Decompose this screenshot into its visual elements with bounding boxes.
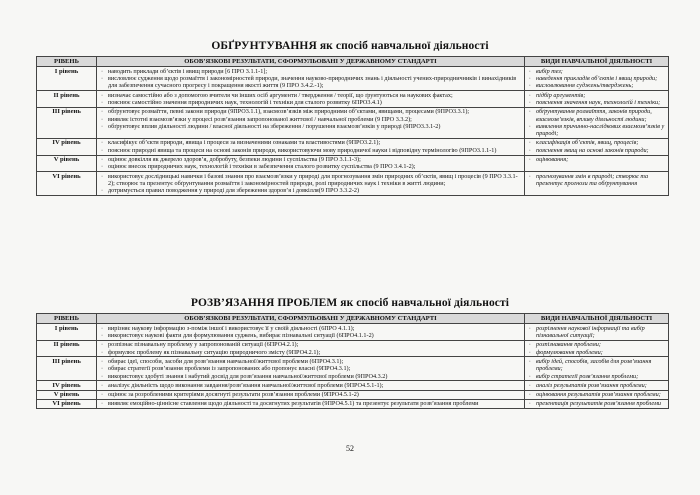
problem-solving-table xyxy=(36,313,669,409)
table-row xyxy=(37,172,669,196)
level-cell: І рівень xyxy=(37,67,97,91)
level-cell: IV рівень xyxy=(37,381,97,390)
result-item: · оцінює довкілля як джерело здоров’я, добробуту, безпеки людини і суспільства (9 ПРО 3.1.1-3); xyxy=(100,156,521,163)
level-cell: V рівень xyxy=(37,390,97,399)
result-item: · використовує здобуті знання і набутий досвід для розв’язання навчальної/життєвої проблеми (9ПРО4.3.2) xyxy=(100,373,521,380)
table-row xyxy=(37,91,669,108)
activity-types-cell xyxy=(525,91,669,108)
results-cell xyxy=(97,340,525,357)
table-row xyxy=(37,107,669,138)
section-title-justification: ОБҐРУНТУВАННЯ як спосіб навчальної діяльності xyxy=(211,40,489,52)
result-item: · формулює проблему як пізнавальну ситуацію природничого змісту (9ПРО4.2.1); xyxy=(100,349,521,356)
activity-type-item: · пояснення явищ на основі законів природи; xyxy=(528,147,665,154)
level-cell: ІІ рівень xyxy=(37,91,97,108)
result-item: · обирає стратегії розв’язання проблеми із запропонованих або пропонує власні (9ПРО4.3.1); xyxy=(100,365,521,372)
level-cell: VІ рівень xyxy=(37,172,97,196)
activity-type-item: · оцінювання; xyxy=(528,156,665,163)
header-level: РІВЕНЬ xyxy=(37,314,97,324)
activity-type-item: · виявлення причинно-наслідкових взаємозв’язків у природі; xyxy=(528,123,665,138)
result-item: · класифікує об’єкти природи, явища і процеси за визначеними ознаками та властивостями (9ПРО3.2.1); xyxy=(100,139,521,146)
activity-types-cell xyxy=(525,390,669,399)
results-cell xyxy=(97,390,525,399)
level-cell: І рівень xyxy=(37,324,97,341)
result-item: · оцінює внесок природничих наук, технологій і техніки в забезпечення сталого розвитку суспільства (9 ПРО 3.4.1-2); xyxy=(100,163,521,170)
result-item: · висловлює судження щодо розмаїття і закономірностей природи, значення науково-природничих знань і діяльності учених-природничників і винахідників для забезпечення сучасного прогресу і покращення якості життя (9 ПРО 3.4.2.-1); xyxy=(100,75,521,90)
result-item: · дотримується правил поводження у природі для збереження здоров’я і довкілля(9 ПРО 3.3.2-2) xyxy=(100,187,521,194)
activity-type-item: · розпізнавання проблеми; xyxy=(528,341,665,348)
table-header-row xyxy=(37,57,669,67)
result-item: · обґрунтовує вплив діяльності людини / власної діяльності на збереження / порушення взаємозв’язків у природі (9ПРО3.3.1-2) xyxy=(100,123,521,130)
result-item: · пояснює самостійно значення природничих наук, технологій і техніки для сталого розвитку 6ПРО3.4.1) xyxy=(100,99,521,106)
level-cell: IV рівень xyxy=(37,138,97,155)
activity-type-item: · розрізнення наукової інформації та вибір пізнавальної ситуації; xyxy=(528,325,665,340)
table-row xyxy=(37,155,669,172)
results-cell xyxy=(97,357,525,381)
activity-type-item: · прогнозування змін в природі; створює та презентує прогнози та обґрунтування xyxy=(528,173,665,188)
table-header-row xyxy=(37,314,669,324)
table-row xyxy=(37,390,669,399)
table-row xyxy=(37,381,669,390)
result-item: · оцінює за розробленими критеріями досягнуті результати розв’язання проблеми (9ПРО4.5.1-2) xyxy=(100,391,521,398)
activity-type-item: · підбір аргументів; xyxy=(528,92,665,99)
result-item: · використовує наукові факти для формулювання суджень, вибирає пізнавальні ситуації (6ПРО4.1.1-2) xyxy=(100,332,521,339)
results-cell xyxy=(97,172,525,196)
activity-type-item: · наведення прикладів об’єктів і явищ природи; xyxy=(528,75,665,82)
activity-type-item: · обґрунтування розмаїття, законів природи, взаємозв’язків, впливу діяльності людини; xyxy=(528,108,665,123)
results-cell xyxy=(97,399,525,408)
result-item: · визначає самостійно або з допомогою вчителя чи інших осіб аргументи / твердження / теорії, що ґрунтуються на наукових фактах; xyxy=(100,92,521,99)
result-item: · розпізнає пізнавальну проблему у запропонованій ситуації (6ПРО4.2.1); xyxy=(100,341,521,348)
activity-types-cell xyxy=(525,67,669,91)
activity-types-cell xyxy=(525,399,669,408)
activity-types-cell xyxy=(525,155,669,172)
activity-types-cell xyxy=(525,172,669,196)
activity-type-item: · презентація результатів розв’язання проблеми xyxy=(528,400,665,407)
table-row xyxy=(37,138,669,155)
activity-type-item: · вибір стратегії розв’язання проблеми; xyxy=(528,373,665,380)
activity-type-item: · вибір тез; xyxy=(528,68,665,75)
header-results: ОБОВ’ЯЗКОВІ РЕЗУЛЬТАТИ, СФОРМУЛЬОВАНІ У ДЕРЖАВНОМУ СТАНДАРТІ xyxy=(97,57,525,67)
activity-types-cell xyxy=(525,357,669,381)
results-cell xyxy=(97,107,525,138)
activity-type-item: · вибір ідей, способів, засобів для розв’язання проблеми; xyxy=(528,358,665,373)
result-item: · обґрунтовує розмаїття, певні закони природи (9ПРО3.1.1), взаємозв’язків між природними об’єктами, явищами, процесами (9ПРО3.3.1); xyxy=(100,108,521,115)
level-cell: ІІІ рівень xyxy=(37,357,97,381)
activity-type-item: · формулювання проблеми; xyxy=(528,349,665,356)
section-title-problem-solving: РОЗВ’ЯЗАННЯ ПРОБЛЕМ як спосіб навчальної діяльності xyxy=(190,297,510,309)
table-row xyxy=(37,67,669,91)
level-cell: ІІІ рівень xyxy=(37,107,97,138)
activity-type-item: · аналіз результатів розв’язання проблеми; xyxy=(528,382,665,389)
results-cell xyxy=(97,324,525,341)
result-item: · вирізняє наукову інформацію з-поміж іншої і використовує її у своїй діяльності (6ПРО 4.1.1); xyxy=(100,325,521,332)
result-item: · наводить приклади об’єктів і явищ природи [6 ПРО 3.1.1-1]; xyxy=(100,68,521,75)
activity-type-item: · оцінювання результатів розв’язання проблеми; xyxy=(528,391,665,398)
results-cell xyxy=(97,67,525,91)
result-item: · обирає ідеї, способи, засоби для розв’язання навчальної/життєвої проблеми (6ПРО4.3.1); xyxy=(100,358,521,365)
justification-table xyxy=(36,56,669,196)
result-item: · використовує дослідницькі навички і базові знання про взаємозв’язки у природі для прогнозування змін природних об’єктів, явищ і процесів (9 ПРО 3.3.1-2); створює та презентує обґрунтування розмаїття і закономірностей природи, ролі природничих наук і техніки в житті людини; xyxy=(100,173,521,188)
header-level: РІВЕНЬ xyxy=(37,57,97,67)
table-row xyxy=(37,399,669,408)
result-item: · виявляє істотні взаємозв’язки у процесі розв’язання запропонованої життєвої / навчальної проблеми (9 ПРО 3.3.2); xyxy=(100,116,521,123)
header-results: ОБОВ’ЯЗКОВІ РЕЗУЛЬТАТИ, СФОРМУЛЬОВАНІ У ДЕРЖАВНОМУ СТАНДАРТІ xyxy=(97,314,525,324)
level-cell: V рівень xyxy=(37,155,97,172)
activity-type-item: · пояснення значення наук, технологій і техніки; xyxy=(528,99,665,106)
activity-types-cell xyxy=(525,324,669,341)
activity-types-cell xyxy=(525,138,669,155)
header-activity-types: ВИДИ НАВЧАЛЬНОЇ ДІЯЛЬНОСТІ xyxy=(525,57,669,67)
header-activity-types: ВИДИ НАВЧАЛЬНОЇ ДІЯЛЬНОСТІ xyxy=(525,314,669,324)
page-number: 52 xyxy=(346,444,354,453)
table-row xyxy=(37,357,669,381)
activity-type-item: · висловлювання суджень/тверджень; xyxy=(528,82,665,89)
activity-types-cell xyxy=(525,107,669,138)
table-row xyxy=(37,340,669,357)
level-cell: VІ рівень xyxy=(37,399,97,408)
result-item: · виявляє емоційно-ціннісне ставлення щодо діяльності та досягнутих результатів (9ПРО4.5.1) та презентує результати розв’язання проблеми xyxy=(100,400,521,407)
table-row xyxy=(37,324,669,341)
results-cell xyxy=(97,155,525,172)
results-cell xyxy=(97,91,525,108)
result-item: · аналізує діяльність щодо виконання завдання/розв’язання навчальної/життєвої проблеми (9ПРО4.5.1-1); xyxy=(100,382,521,389)
results-cell xyxy=(97,138,525,155)
results-cell xyxy=(97,381,525,390)
activity-types-cell xyxy=(525,340,669,357)
activity-types-cell xyxy=(525,381,669,390)
result-item: · пояснює природні явища та процеси на основі законів природи, використовуючи мову природничої науки і відповідну термінологію (9ПРО3.1.1-1) xyxy=(100,147,521,154)
level-cell: ІІ рівень xyxy=(37,340,97,357)
activity-type-item: · класифікація об’єктів, явищ, процесів; xyxy=(528,139,665,146)
